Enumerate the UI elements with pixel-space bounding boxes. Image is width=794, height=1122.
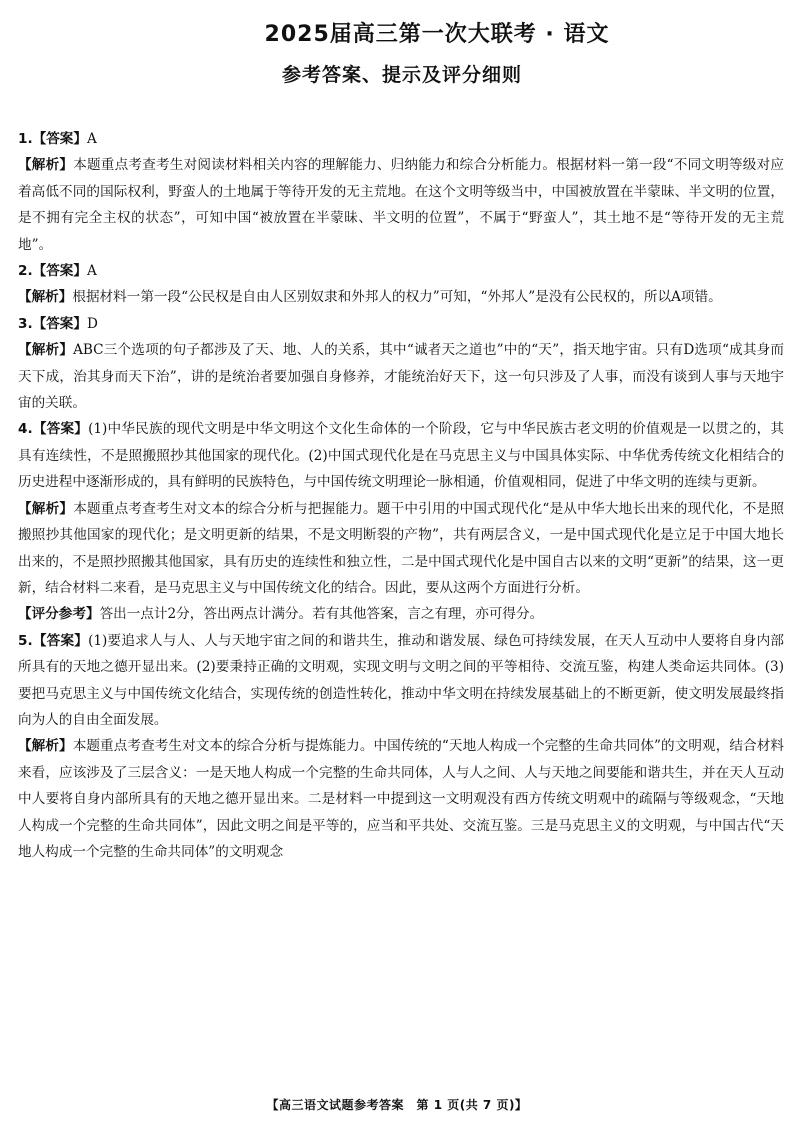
scoring-tag: 【评分参考】 [18, 606, 100, 623]
answer-tag: 【答案】 [32, 315, 87, 332]
scoring-text: 答出一点计2分，答出两点计满分。若有其他答案，言之有理，亦可得分。 [99, 606, 544, 623]
answer-text: (1)中华民族的现代文明是中华文明这个文化生命体的一个阶段，它与中华民族古老文明的价值观是一以贯之的，其具有连续性，不是照搬照抄其他国家的现代化。(2)中国式现代化是在马克思主义与中国具体实际、中华优秀传统文化相结合的历史进程中逐渐形成的，具有鲜明的民族特色，与中国传统文明理论一脉相通，价值观相同，促进了中华文明的连续与更新。 [18, 421, 784, 491]
question-4-answer [18, 416, 784, 495]
question-2-answer [18, 258, 784, 284]
question-number: 2. [18, 263, 33, 280]
question-number: 4. [18, 421, 33, 438]
answer-text: A [87, 263, 97, 280]
analysis-text: 根据材料一第一段“公民权是自由人区别奴隶和外邦人的权力”可知，“外邦人”是没有公民权的，所以A项错。 [72, 289, 722, 306]
analysis-text: ABC三个选项的句子都涉及了天、地、人的关系，其中“诚者天之道也”中的“天”，指天地宇宙。只有D选项“成其身而天下成，治其身而天下治”，讲的是统治者要加强自身修养，才能统治好天下，这一句只涉及了人事，而没有谈到人事与天地宇宙的关联。 [18, 342, 784, 412]
analysis-tag: 【解析】 [18, 157, 74, 174]
page-title: 2025届高三第一次大联考 · 语文 [264, 22, 610, 47]
analysis-tag: 【解析】 [18, 738, 73, 755]
answer-tag: 【答案】 [32, 421, 89, 438]
analysis-text: 本题重点考查考生对文本的综合分析与把握能力。题干中引用的中国式现代化“是从中华大地长出来的现代化，不是照搬照抄其他国家的现代化；是文明更新的结果，不是文明断裂的产物”，共有两层含义，一是中国式现代化是立足于中国大地长出来的，不是照抄照搬其他国家，具有历史的连续性和独立性，二是中国式现代化是中国自古以来的文明“更新”的结果，这一更新，结合材料二来看，是马克思主义与中国传统文化的结合。因此，要从这两个方面进行分析。 [18, 500, 784, 596]
analysis-text: 本题重点考查考生对阅读材料相关内容的理解能力、归纳能力和综合分析能力。根据材料一第一段“不同文明等级对应着高低不同的国际权利，野蛮人的土地属于等待开发的无主荒地。在这个文明等级当中，中国被放置在半蒙昧、半文明的位置，是不拥有完全主权的状态”，可知中国“被放置在半蒙昧、半文明的位置”，不属于“野蛮人”，其土地不是“等待开发的无主荒地”。 [18, 157, 784, 253]
question-4-analysis [18, 496, 784, 602]
question-number: 5. [18, 632, 33, 649]
page-subtitle: 参考答案、提示及评分细则 [281, 64, 522, 86]
answer-tag: 【答案】 [32, 632, 89, 649]
analysis-tag: 【解析】 [18, 289, 73, 306]
analysis-tag: 【解析】 [18, 500, 74, 517]
question-3-analysis [18, 337, 784, 416]
analysis-text: 本题重点考查考生对文本的综合分析与提炼能力。中国传统的“天地人构成一个完整的生命共同体”的文明观，结合材料来看，应该涉及了三层含义：一是天地人构成一个完整的生命共同体，人与人之间、人与天地之间要能和谐共生，并在天人互动中人要将自身内部所具有的天地之德开显出来。二是材料一中提到这一文明观没有西方传统文明观中的疏隔与等级观念，“天地人构成一个完整的生命共同体”，因此文明之间是平等的，应当和平共处、交流互鉴。三是马克思主义的文明观，与中国古代“天地人构成一个完整的生命共同体”的文明观念 [18, 738, 785, 860]
question-2-analysis [18, 284, 784, 310]
question-number: 1. [18, 131, 33, 147]
page-footer: 【高三语文试题参考答案 第 1 页(共 7 页)】 [266, 1098, 528, 1112]
answer-tag: 【答案】 [32, 263, 87, 280]
question-1-analysis [18, 152, 784, 258]
question-4-scoring [18, 601, 784, 627]
question-5-analysis [18, 733, 784, 865]
question-1-answer [18, 126, 784, 152]
answer-text: A [87, 131, 97, 147]
analysis-tag: 【解析】 [18, 342, 74, 359]
question-5-answer [18, 628, 784, 734]
question-number: 3. [18, 315, 33, 332]
answer-text: (1)要追求人与人、人与天地宇宙之间的和谐共生，推动和谐发展、绿色可持续发展，在天人互动中人要将自身内部所具有的天地之德开显出来。(2)要秉持正确的文明观，实现文明与文明之间的平等相待、交流互鉴，构建人类命运共同体。(3)要把马克思主义与中国传统文化结合，实现传统的创造性转化，推动中华文明在持续发展基础上的不断更新，使文明发展最终指向为人的自由全面发展。 [18, 632, 784, 728]
answer-tag: 【答案】 [32, 131, 87, 147]
answer-list [18, 126, 784, 865]
answer-text: D [87, 315, 98, 332]
question-3-answer [18, 311, 784, 337]
